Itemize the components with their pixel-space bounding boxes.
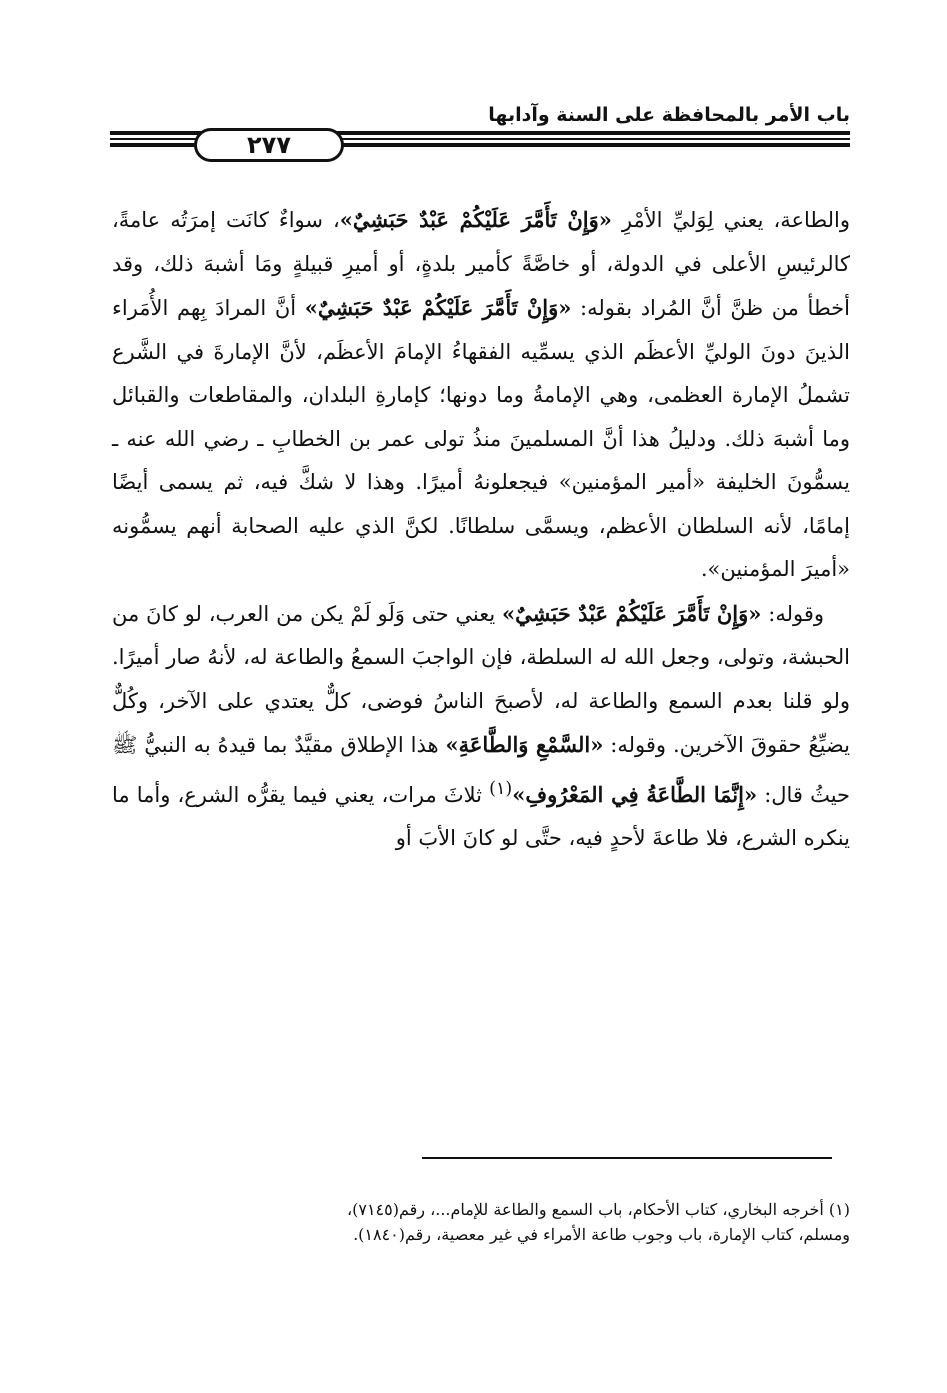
page-number: ٢٧٧ — [194, 128, 344, 162]
hadith-quote: «إِنَّمَا الطَّاعَةُ فِي المَعْرُوفِ» — [512, 781, 758, 807]
footnote-line: (١) أخرجه البخاري، كتاب الأحكام، باب السمع والطاعة للإمام...، رقم(٧١٤٥)، — [346, 1200, 850, 1219]
page-header — [112, 100, 850, 160]
hadith-quote: «وَإِنْ تَأَمَّرَ عَلَيْكُمْ عَبْدٌ حَبَشِيٌ» — [339, 207, 612, 232]
paragraph-1 — [112, 198, 850, 592]
paragraph-1-text-2: ، سواءٌ كانَت إمرَتُه عامةً، كالرئيسِ الأعلى في الدولة، أو خاصَّةً كأمير بلدةٍ، أو أميرِ قبيلةٍ ومَا أشبهَ ذلك، وقد أخطأ من ظنَّ أنَّ المُراد بقوله: — [112, 208, 850, 320]
paragraph-1-text-1: والطاعة، يعني لِوَليِّ الأمْرِ — [611, 208, 851, 232]
paragraph-2-text-2: يعني حتى وَلَو لَمْ يكن من العرب، لو كانَ من الحبشة، وتولى، وجعل الله له السلطة، فإن الواجبَ السمعُ والطاعة له، لأنهُ صار أميرًا. ولو قلنا بعدم السمع والطاعة له، لأصبحَ الناسُ فوضى، كلٌّ يعتدي على الآخر، وكُلٌّ يضيِّعُ حقوقَ الآخرين. وقوله: — [112, 601, 850, 757]
paragraph-2-text-4: ثلاثَ مرات، يعني فيما يقرُّه الشرع، وأما ما ينكره الشرع، فلا طاعةَ لأحدٍ فيه، حتَّى لو كانَ الأبَ أو — [112, 782, 850, 850]
paragraph-1-text-3: أنَّ المرادَ بِهم الأُمَراء الذينَ دونَ الوليِّ الأعظَم الذي يسمِّيه الفقهاءُ الإمامَ الأعظَم، لأنَّ الإمارةَ في الشَّرع تشملُ الإمارة العظمى، وهي الإمامةُ وما دونها؛ كإمارةِ البلدان، والمقاطعات والقبائل وما أشبهَ ذلك. ودليلُ هذا أنَّ المسلمينَ منذُ تولى عمر بن الخطابِ ـ رضي الله عنه ـ يسمُّونَ الخليفة «أمير المؤمنين» فيجعلونهُ أميرًا. وهذا لا شكَّ فيه، ثم يسمى أيضًا إمامًا، لأنه السلطان الأعظم، ويسمَّى سلطانًا. لكنَّ الذي عليه الصحابة أنهم يسمُّونه «أميرَ المؤمنين». — [112, 296, 850, 581]
footnote-reference: (١) — [489, 778, 513, 799]
hadith-quote: «وَإِنْ تَأَمَّرَ عَلَيْكُمْ عَبْدٌ حَبَشِيٌ» — [502, 600, 762, 626]
hadith-quote: «وَإِنْ تَأَمَّرَ عَلَيْكُمْ عَبْدٌ حَبَشِيٌ» — [304, 295, 572, 320]
chapter-title: باب الأمر بالمحافظة على السنة وآدابها — [488, 104, 850, 126]
main-text — [112, 198, 850, 861]
footnote-line: ومسلم، كتاب الإمارة، باب وجوب طاعة الأمراء في غير معصية، رقم(١٨٤٠). — [353, 1225, 850, 1244]
footnote-separator — [422, 1157, 832, 1159]
paragraph-2-text-3: هذا الإطلاق مقيَّدٌ بما قيدهُ به النبيُّ ﷺ حيثُ قال: — [112, 733, 851, 807]
footnotes — [112, 1197, 850, 1247]
hadith-quote: «السَّمْعِ وَالطَّاعَةِ» — [445, 732, 604, 757]
paragraph-2 — [112, 592, 850, 861]
paragraph-2-text-1: وقوله: — [761, 601, 824, 626]
